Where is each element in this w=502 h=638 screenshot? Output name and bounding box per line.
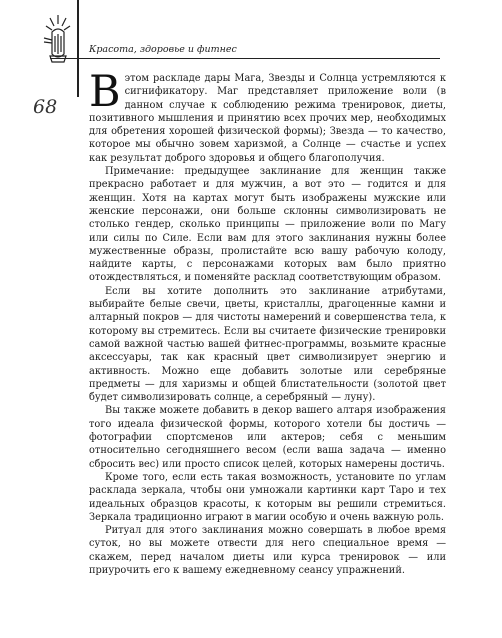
- paragraph-5: Кроме того, если есть такая возможность, установите по углам расклада зеркала, чтобы они умножали картинки карт Таро и тех идеальных образцов красоты, к которым вы решили стремиться. Зеркала традиционно играют в магии особую и очень важную роль.: [89, 471, 446, 523]
- paragraph-1-text: этом раскладе дары Мага, Звезды и Солнца устремляются к сигнификатору. Маг представляет приложение воли (в данном случае к соблюдению режима тренировок, диеты, позитивного мышления и принятию всех прочих мер, необходимых для обретения хорошей физической формы); Звезда — то качество, которое мы обычно зовем харизмой, а Солнце — счастье и успех как результат доброго здоровья и общего благополучия.: [89, 73, 446, 164]
- drop-cap: В: [89, 67, 121, 117]
- paragraph-4: Вы также можете добавить в декор вашего алтаря изображения того идеала физической формы, которого хотели бы достичь — фотографии спортсменов или актеров; себя с меньшим относительно сегодняшнего весом (если ваша задача — именно сбросить вес) или просто список целей, которых намерены достичь.: [89, 405, 446, 470]
- paragraph-1: [89, 67, 446, 165]
- header-rule: [50, 58, 440, 59]
- body-text: [89, 67, 446, 577]
- running-head: Красота, здоровье и фитнес: [89, 44, 237, 55]
- paragraph-2: Примечание: предыдущее заклинание для женщин также прекрасно работает и для мужчин, а вот это — годится и для женщин. Хотя на картах могут быть изображены мужские или женские персонажи, они больше склонны символизировать не столько гендер, сколько принципы — приложение воли по Магу или силы по Силе. Если вам для этого заклинания нужны более мужественные образы, пролистайте всю вашу рабочую колоду, найдите карты, с персонажами которых вам было приятно отождествляться, и поменяйте расклад соответствующим образом.: [89, 166, 446, 284]
- paragraph-3: Если вы хотите дополнить это заклинание атрибутами, выбирайте белые свечи, цветы, кристаллы, драгоценные камни и алтарный покров — для чистоты намерений и совершенства тела, к которому вы стремитесь. Если вы считаете физические тренировки самой важной частью вашей фитнес-программы, возьмите красные аксессуары, так как красный цвет символизирует энергию и активность. Можно еще добавить золотые или серебряные предметы — для харизмы и общей блистательности (золотой цвет будет символизировать солнце, а серебряный — луну).: [89, 285, 446, 404]
- lamp-icon: [24, 12, 80, 72]
- page-number: 68: [33, 96, 58, 118]
- paragraph-6: Ритуал для этого заклинания можно совершать в любое время суток, но вы можете отвести для него специальное время — скажем, перед началом диеты или курса тренировок — или приурочить его к вашему ежедневному сеансу упражнений.: [89, 525, 446, 576]
